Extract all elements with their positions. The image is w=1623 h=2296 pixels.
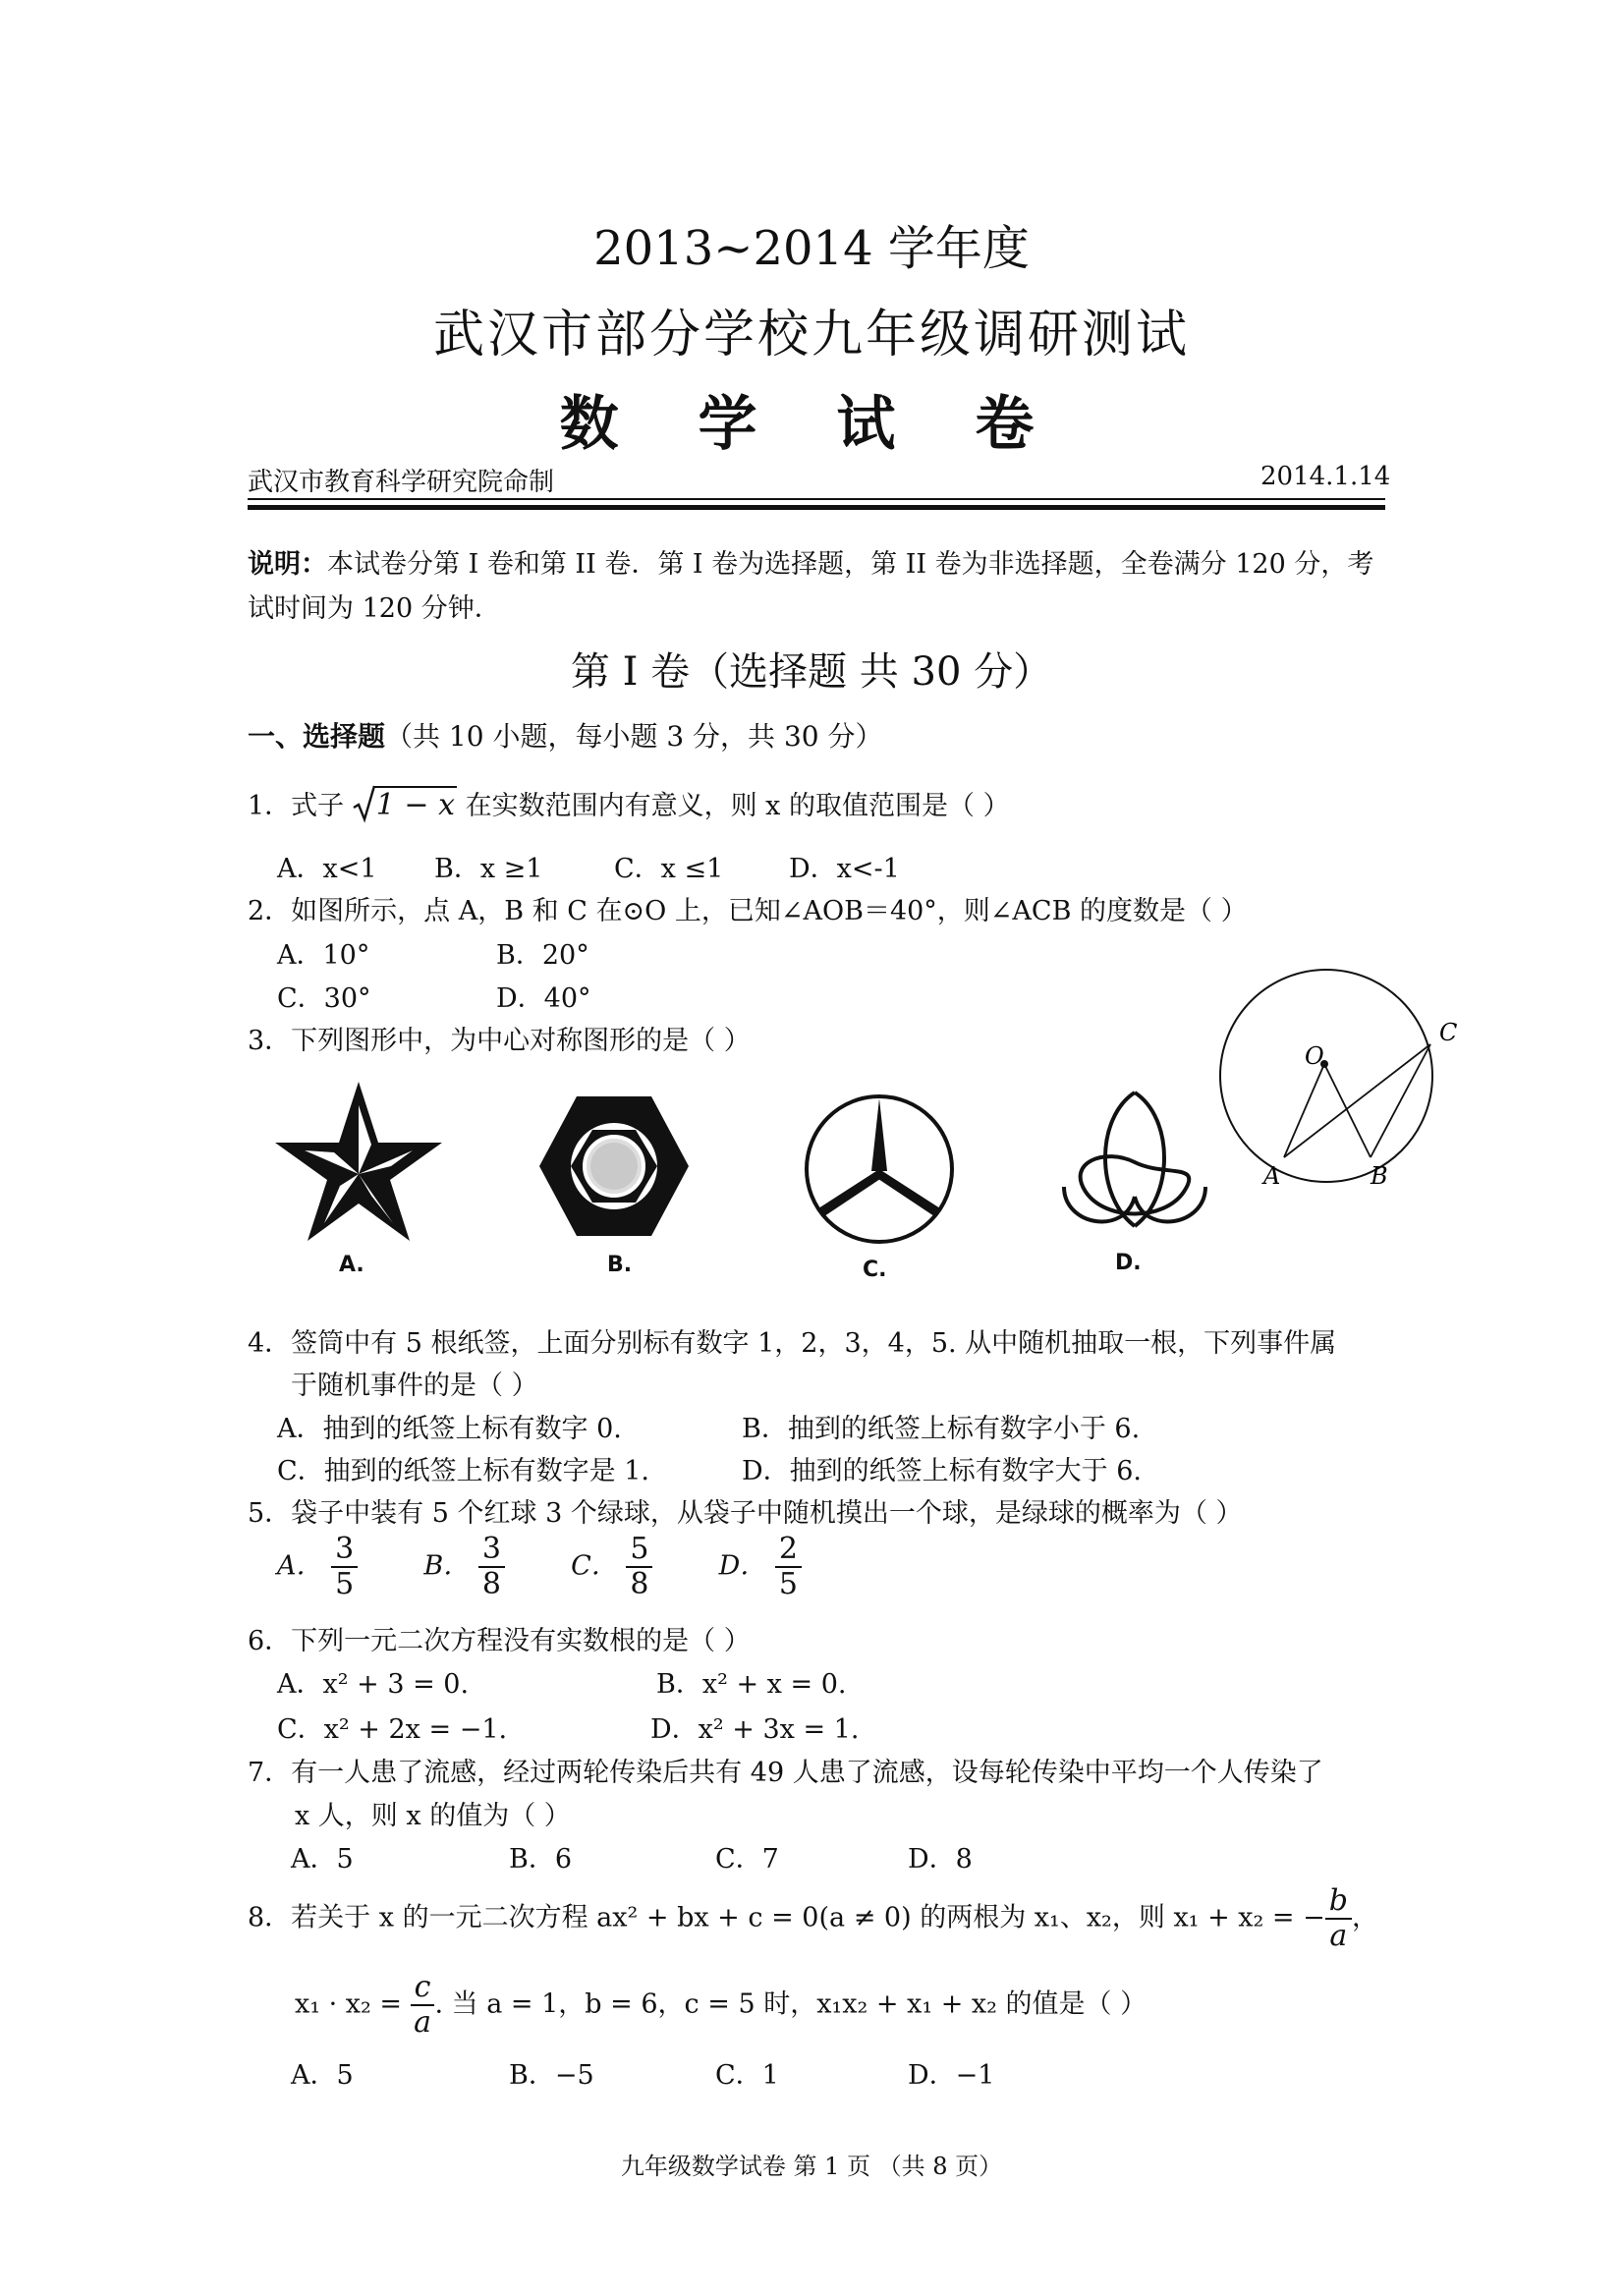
q1-option-a: A．x<1 — [277, 854, 377, 884]
q2-option-c: C．30° — [277, 983, 371, 1014]
label-a: A — [1263, 1162, 1281, 1190]
fig-label-c: C. — [863, 1258, 887, 1282]
q4-option-c: C．抽到的纸签上标有数字是 1. — [277, 1456, 650, 1486]
q5-d-den: 5 — [778, 1567, 798, 1601]
q8-comma: ， — [1351, 1902, 1378, 1933]
q5-d-num: 2 — [775, 1533, 802, 1568]
question-2-stem: 2．如图所示，点 A，B 和 C 在⊙O 上，已知∠AOB＝40°，则∠ACB 的度数是（ ） — [248, 896, 1248, 926]
tri-star-circle-figure — [801, 1091, 958, 1248]
fig-label-b: B. — [607, 1253, 633, 1277]
question-7-stem-2: x 人，则 x 的值为（ ） — [295, 1801, 571, 1831]
section-title: 第 I 卷（选择题 共 30 分） — [570, 649, 1053, 695]
q8-option-b: B．−5 — [509, 2060, 594, 2091]
question-1-stem — [248, 784, 1010, 822]
question-4-stem-2: 于随机事件的是（ ） — [291, 1371, 538, 1401]
question-4-stem-1: 4．签筒中有 5 根纸签，上面分别标有数字 1，2，3，4，5. 从中随机抽取一根，下列事件属 — [248, 1328, 1337, 1359]
q4-option-b: B．抽到的纸签上标有数字小于 6. — [742, 1414, 1141, 1444]
q5-option-a-label: A． — [277, 1550, 323, 1582]
instructions-text: 本试卷分第 I 卷和第 II 卷．第 I 卷为选择题，第 II 卷为非选择题，全卷满分 120 分，考试时间为 120 分钟． — [248, 549, 1374, 624]
q5-option-c-fraction — [626, 1533, 652, 1601]
question-7-stem-1: 7．有一人患了流感，经过两轮传染后共有 49 人患了流感，设每轮传染中平均一个人传染了 — [248, 1758, 1323, 1788]
exam-date: 2014.1.14 — [1260, 462, 1391, 491]
hexagon-nut-figure — [535, 1092, 693, 1240]
q5-option-b-fraction — [478, 1533, 505, 1601]
q2-option-d: D．40° — [496, 983, 591, 1014]
page-footer: 九年级数学试卷 第 1 页 （共 8 页） — [620, 2153, 1003, 2180]
q1-option-c: C．x ≤1 — [614, 854, 724, 884]
fig-label-a: A. — [339, 1253, 364, 1277]
q7-option-c: C．7 — [715, 1844, 779, 1875]
sqrt-expression — [353, 788, 457, 822]
triquetra-figure — [1056, 1089, 1213, 1231]
q1-stem-a: 1．式子 — [248, 791, 345, 821]
q5-c-den: 8 — [630, 1567, 649, 1601]
q5-b-den: 8 — [481, 1567, 501, 1601]
q8-stem-2a: x₁ · x₂ = — [295, 1988, 403, 2020]
q1-option-d: D．x<-1 — [789, 854, 900, 884]
q5-option-c-label: C． — [571, 1550, 618, 1582]
segment-ob — [1324, 1064, 1371, 1157]
radicand: 1 − x — [375, 788, 455, 822]
q6-option-b: B．x² + x = 0. — [656, 1669, 847, 1700]
question-3-stem: 3．下列图形中，为中心对称图形的是（ ） — [248, 1026, 751, 1056]
label-o: O — [1305, 1042, 1324, 1070]
question-6-stem: 6．下列一元二次方程没有实数根的是（ ） — [248, 1626, 751, 1656]
q5-a-den: 5 — [335, 1567, 355, 1601]
q1-option-b: B．x ≥1 — [434, 854, 543, 884]
q8-option-a: A．5 — [291, 2060, 354, 2091]
part-label: 一、选择题 — [248, 720, 386, 753]
q5-a-num: 3 — [331, 1533, 358, 1568]
q2-option-b: B．20° — [496, 940, 589, 971]
instructions-label: 说明： — [248, 549, 327, 580]
subject-title: 数 学 试 卷 — [559, 390, 1064, 459]
header-rule-thick — [248, 505, 1385, 510]
q8-option-d: D．−1 — [908, 2060, 995, 2091]
q5-b-num: 3 — [478, 1533, 505, 1568]
circle-o — [1220, 970, 1432, 1182]
q5-option-a-fraction — [331, 1533, 358, 1601]
q5-option-d-label: D． — [718, 1550, 767, 1582]
header-rule-thin — [248, 498, 1385, 500]
publisher: 武汉市教育科学研究院命制 — [248, 468, 555, 497]
q5-option-d-fraction — [775, 1533, 802, 1601]
q5-c-num: 5 — [626, 1533, 652, 1568]
q4-option-d: D．抽到的纸签上标有数字大于 6. — [742, 1456, 1142, 1486]
question-8-line-2 — [295, 1971, 1147, 2040]
q7-option-b: B．6 — [509, 1844, 573, 1875]
q8-f2-den: a — [414, 2005, 431, 2040]
q7-option-a: A．5 — [291, 1844, 354, 1875]
q8-fraction-b-over-a — [1325, 1884, 1352, 1953]
q5-option-b-label: B． — [423, 1550, 471, 1582]
question-5-stem: 5．袋子中装有 5 个红球 3 个绿球，从袋子中随机摸出一个球，是绿球的概率为（ ） — [248, 1498, 1243, 1529]
q8-fraction-c-over-a — [411, 1971, 435, 2040]
segment-oa — [1284, 1064, 1324, 1157]
question-8-line-1 — [248, 1884, 1378, 1953]
circle-figure — [1208, 968, 1503, 1204]
q8-stem-2b: . 当 a = 1，b = 6，c = 5 时，x₁x₂ + x₁ + x₂ 的值是（ ） — [434, 1988, 1147, 2020]
star-figure — [265, 1076, 452, 1248]
q8-stem-1: 8．若关于 x 的一元二次方程 ax² + bx + c = 0(a ≠ 0) 的两根为 x₁、x₂，则 x₁ + x₂ = − — [248, 1902, 1325, 1933]
part-desc: （共 10 小题，每小题 3 分，共 30 分） — [385, 720, 883, 753]
part-heading — [248, 715, 883, 755]
q5-options — [277, 1533, 802, 1601]
exam-title: 武汉市部分学校九年级调研测试 — [432, 306, 1190, 364]
q6-option-d: D．x² + 3x = 1. — [650, 1714, 860, 1745]
q2-option-a: A．10° — [277, 940, 370, 971]
q6-option-a: A．x² + 3 = 0. — [277, 1669, 470, 1700]
q6-option-c: C．x² + 2x = −1. — [277, 1714, 508, 1745]
label-b: B — [1371, 1162, 1388, 1190]
radical-sign-icon — [353, 784, 376, 823]
q1-stem-b: 在实数范围内有意义，则 x 的取值范围是（ ） — [465, 791, 1010, 821]
q8-f1-num: b — [1325, 1884, 1352, 1920]
q7-option-d: D．8 — [908, 1844, 973, 1875]
q8-f2-num: c — [411, 1971, 435, 2006]
segment-bc — [1371, 1044, 1430, 1157]
q4-option-a: A．抽到的纸签上标有数字 0. — [277, 1414, 622, 1444]
q8-option-c: C．1 — [715, 2060, 779, 2091]
instructions — [248, 542, 1387, 631]
q8-f1-den: a — [1329, 1919, 1348, 1953]
fig-label-d: D. — [1115, 1251, 1142, 1275]
label-c: C — [1439, 1019, 1458, 1046]
exam-year: 2013~2014 学年度 — [593, 221, 1030, 276]
